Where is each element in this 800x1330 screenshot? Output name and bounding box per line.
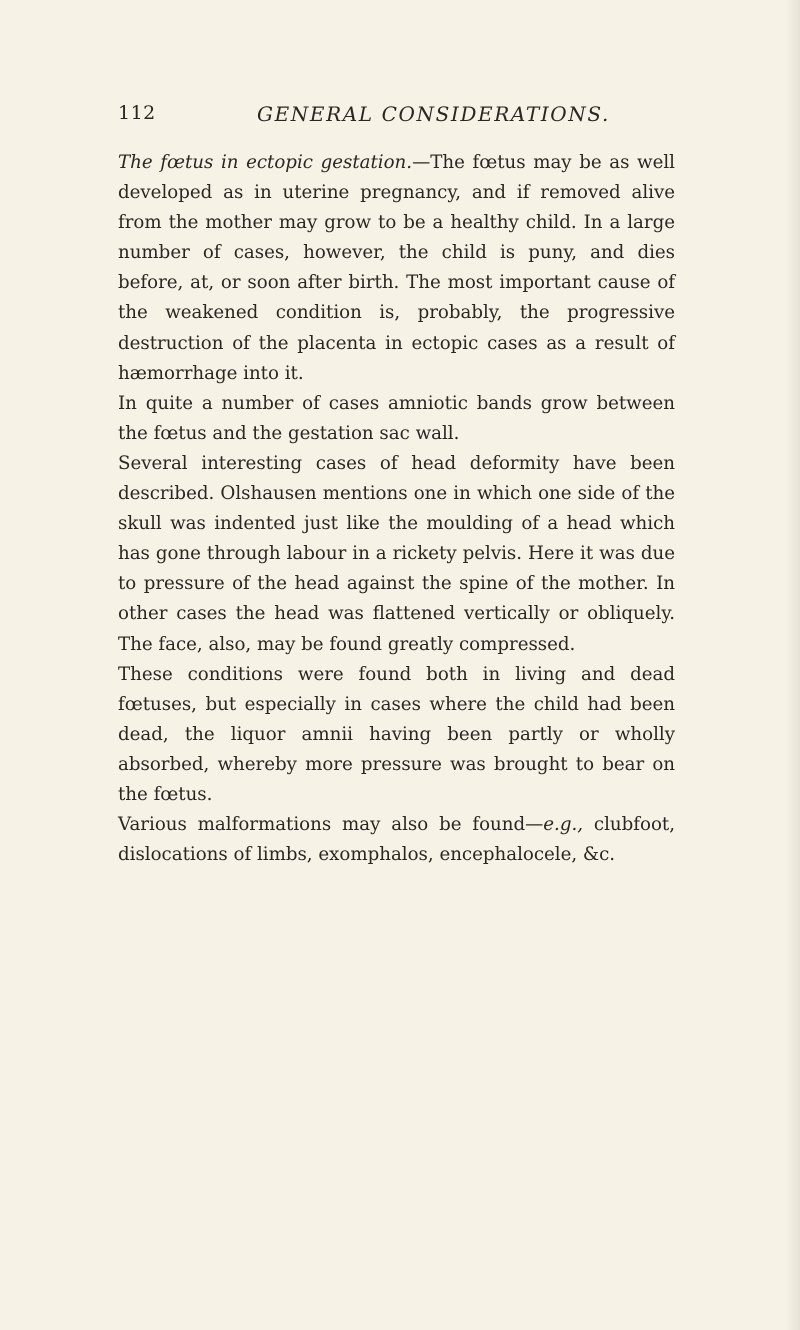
body-text — [118, 148, 675, 870]
page-number: 112 — [118, 102, 156, 124]
paragraph-text: Various malformations may also be found— — [118, 814, 544, 836]
paragraph-lead-heading: The fœtus in ectopic gestation. — [118, 152, 413, 173]
paragraph-amniotic-bands — [118, 389, 675, 449]
paragraph-text: Several interesting cases of head deformity have been described. Olshausen mentions one in which one side of the skull was indented just like the moulding of a head which has gone through labour in a rickety pelvis. Here it was due to pressure of the head against the spine of the mother. In other cases the head was flattened vertically or obliquely. The face, also, may be found greatly compressed. — [118, 452, 675, 655]
page-edge-shadow — [786, 0, 800, 1330]
paragraph-conditions — [118, 660, 675, 810]
paragraph-italic-abbrev: e.g., — [543, 814, 584, 836]
paragraph-text: —The fœtus may be as well developed as in uterine pregnancy, and if removed alive from the mother may grow to be a healthy child. In a large number of cases, however, the child is puny, and dies before, at, or soon after birth. The most important cause of the weakened condition is, probably, the progressive destruction of the placenta in ectopic cases as a result of hæmorrhage into it. — [118, 152, 675, 384]
paragraph-head-deformity — [118, 449, 675, 660]
paragraph-malformations — [118, 810, 675, 870]
running-title: GENERAL CONSIDERATIONS. — [257, 102, 610, 126]
paragraph-text: These conditions were found both in living and dead fœtuses, but especially in cases where the child had been dead, the liquor amnii having been partly or wholly absorbed, whereby more pressure was brought to bear on the fœtus. — [118, 663, 675, 805]
running-head — [118, 102, 678, 132]
paragraph-text: clubfoot, dislocations of limbs, exomphalos, encephalocele, &c. — [118, 814, 675, 866]
paragraph-text: In quite a number of cases amniotic bands grow between the fœtus and the gestation sac wall. — [118, 392, 675, 444]
paragraph-foetus-ectopic — [118, 148, 675, 389]
